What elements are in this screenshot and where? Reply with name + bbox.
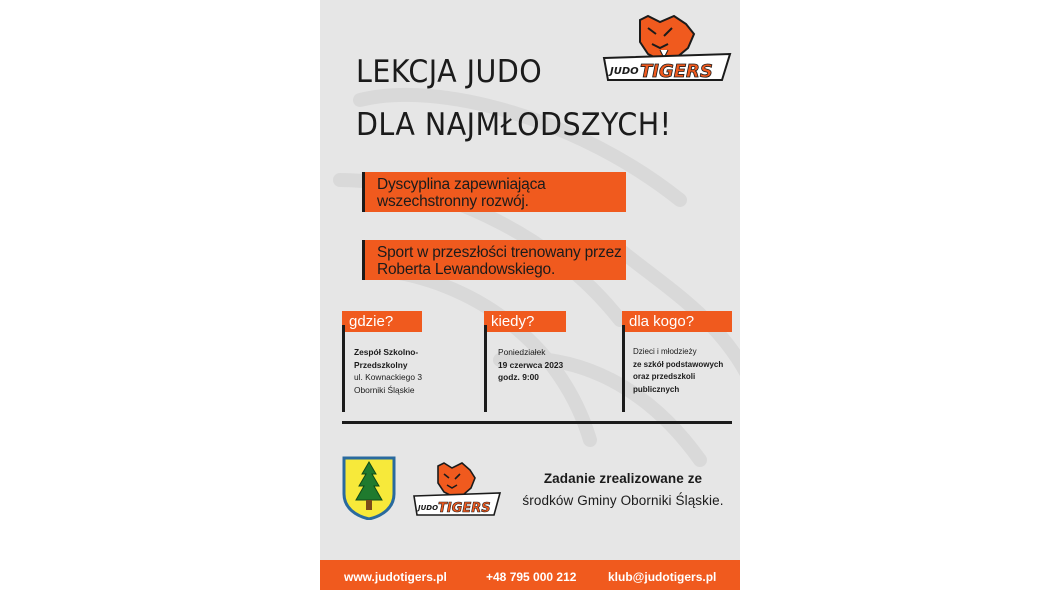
who-line-1: Dzieci i młodzieży xyxy=(633,347,697,356)
website-link[interactable]: www.judotigers.pl xyxy=(344,570,447,584)
where-name-1: Zespół Szkolno- xyxy=(354,347,419,357)
banner-discipline: Dyscyplina zapewniająca wszechstronny rozwój. xyxy=(362,172,626,212)
svg-text:TIGERS: TIGERS xyxy=(438,501,491,516)
phone-number[interactable]: +48 795 000 212 xyxy=(486,570,577,584)
when-line xyxy=(484,325,487,412)
where-line xyxy=(342,325,345,412)
funding-line-2: środków Gminy Oborniki Śląskie. xyxy=(522,493,724,508)
where-name-2: Przedszkolny xyxy=(354,359,408,370)
banner-lewandowski: Sport w przeszłości trenowany przez Roberta Lewandowskiego. xyxy=(362,240,626,280)
who-label: dla kogo? xyxy=(622,311,732,332)
poster xyxy=(320,0,740,590)
when-date: 19 czerwca 2023 xyxy=(498,359,564,370)
who-line-2: ze szkół podstawowych xyxy=(633,359,724,369)
svg-text:JUDO: JUDO xyxy=(610,66,639,77)
where-text xyxy=(354,346,422,396)
who-text xyxy=(633,346,723,396)
funding-note xyxy=(510,468,736,512)
footer-bar xyxy=(320,560,740,590)
who-line xyxy=(622,325,625,412)
who-line-3: oraz przedszkoli xyxy=(633,372,696,382)
when-label: kiedy? xyxy=(484,311,566,332)
svg-text:TIGERS: TIGERS xyxy=(640,61,713,82)
coat-of-arms-icon xyxy=(342,456,396,520)
funding-line-1: Zadanie zrealizowane ze xyxy=(543,471,703,486)
divider xyxy=(342,421,732,424)
svg-text:JUDO: JUDO xyxy=(418,504,439,512)
where-label: gdzie? xyxy=(342,311,422,332)
where-street: ul. Kownackiego 3 xyxy=(354,372,422,383)
email-link[interactable]: klub@judotigers.pl xyxy=(608,570,717,584)
when-time: godz. 9:00 xyxy=(498,372,539,383)
when-text xyxy=(498,346,563,384)
judo-tigers-logo-bottom-icon xyxy=(412,462,502,518)
title-line-1: LEKCJA JUDO xyxy=(356,54,543,90)
judo-tigers-logo-icon xyxy=(602,14,732,84)
who-line-4: publicznych xyxy=(633,384,680,394)
where-city: Oborniki Śląskie xyxy=(354,384,415,395)
title-line-2: DLA NAJMŁODSZYCH! xyxy=(356,107,672,143)
when-day: Poniedziałek xyxy=(498,347,546,357)
